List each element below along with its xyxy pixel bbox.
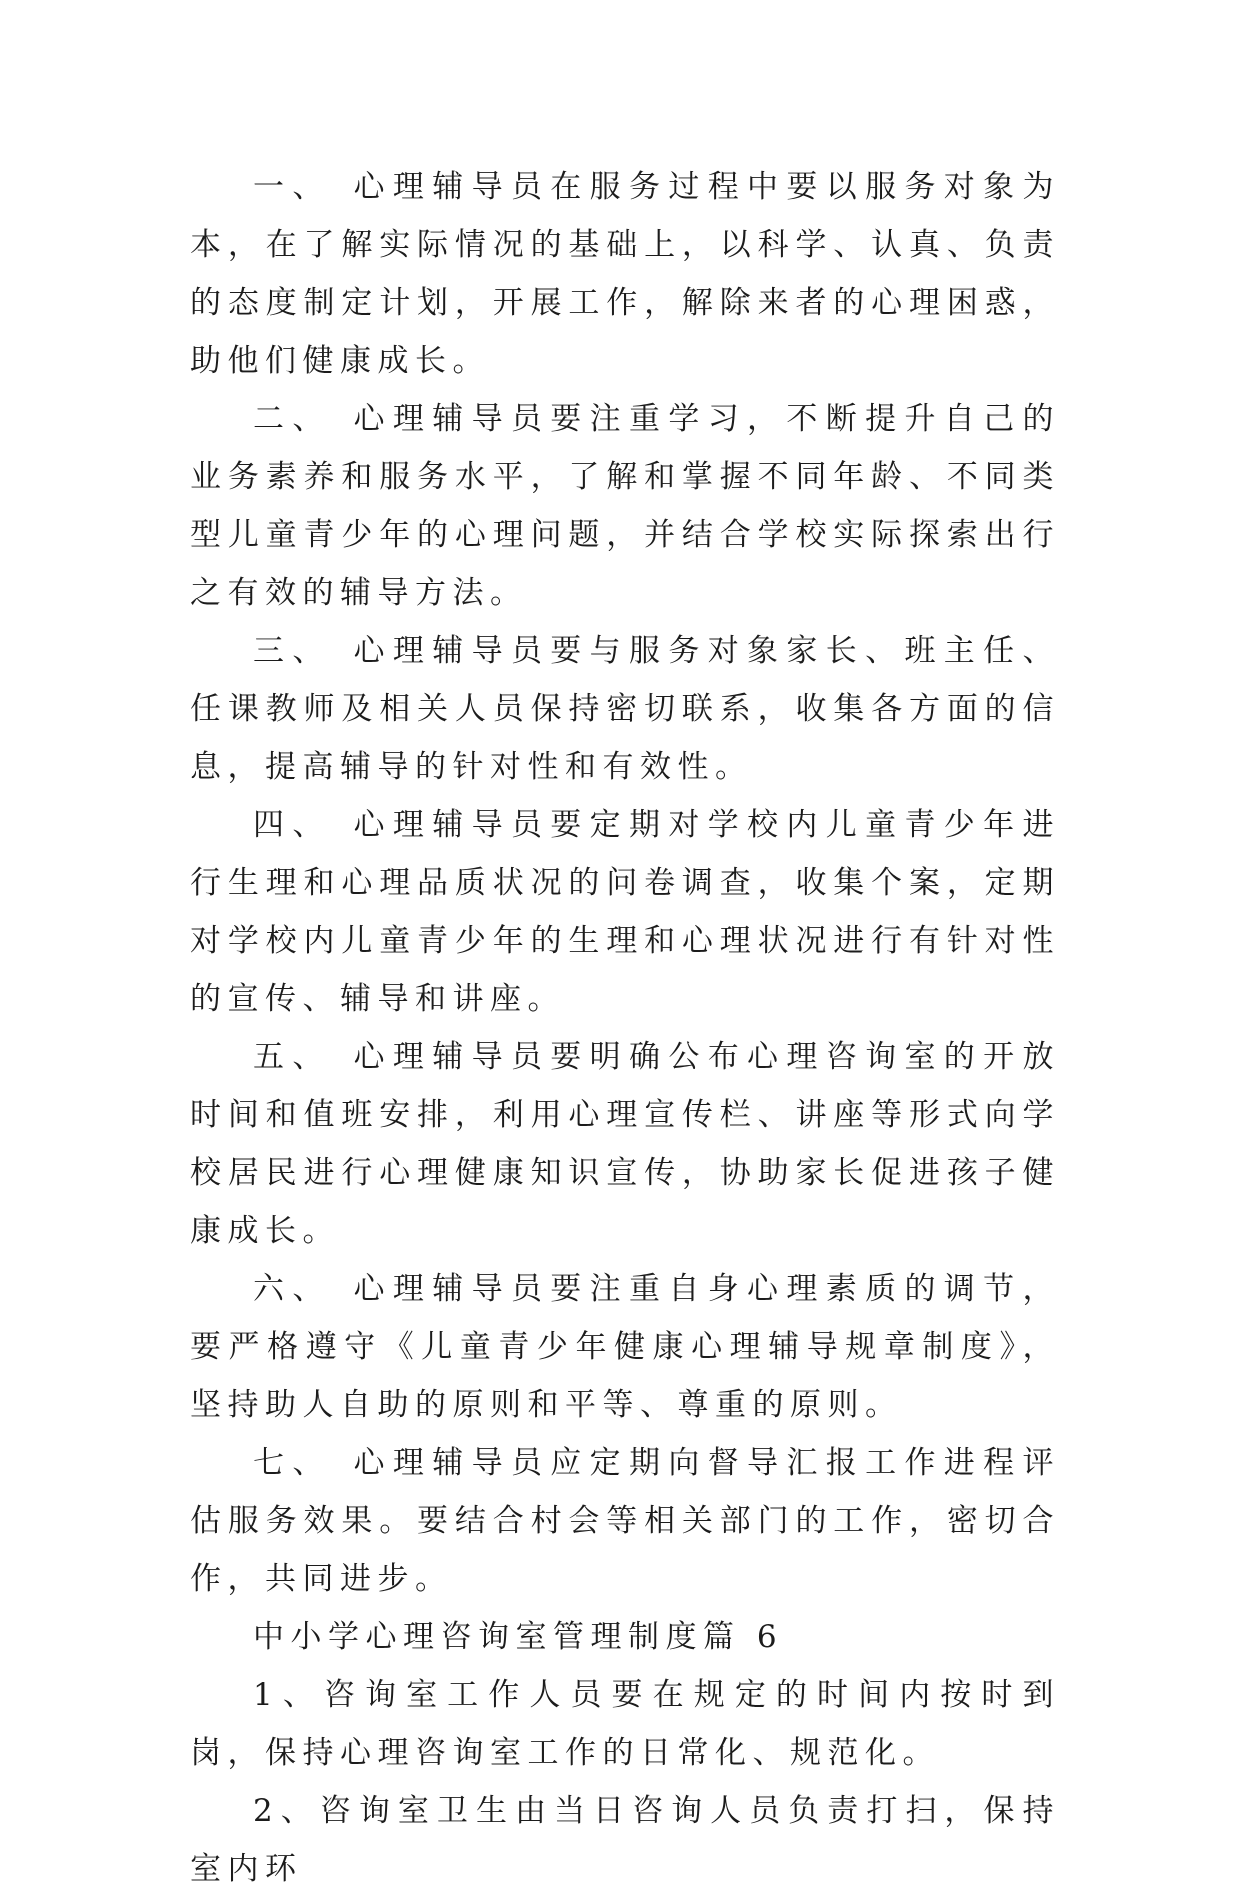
- paragraph-6: [190, 1260, 1060, 1434]
- paragraph-text: 心理辅导员要注重自身心理素质的调节，要严格遵守《儿童青少年健康心理辅导规章制度》，坚持助人自助的原则和平等、尊重的原则。: [190, 1271, 1061, 1423]
- paragraph-text: 心理辅导员要注重学习，不断提升自己的业务素养和服务水平，了解和掌握不同年龄、不同类型儿童青少年的心理问题，并结合学校实际探索出行之有效的辅导方法。: [190, 401, 1061, 611]
- paragraph-5: [190, 1028, 1060, 1260]
- paragraph-2: [190, 390, 1060, 622]
- paragraph-number: 四、: [253, 807, 332, 843]
- paragraph-text: 心理辅导员要定期对学校内儿童青少年进行生理和心理品质状况的问卷调查，收集个案，定期对学校内儿童青少年的生理和心理状况进行有针对性的宣传、辅导和讲座。: [190, 807, 1061, 1017]
- section-heading: 中小学心理咨询室管理制度篇 6: [253, 1619, 784, 1655]
- paragraph-number: 一、: [253, 169, 332, 205]
- paragraph-7: [190, 1434, 1060, 1608]
- rule-2: 2、咨询室卫生由当日咨询人员负责打扫，保持室内环: [190, 1793, 1060, 1887]
- paragraph-text: 心理辅导员要与服务对象家长、班主任、任课教师及相关人员保持密切联系，收集各方面的信息，提高辅导的针对性和有效性。: [190, 633, 1061, 785]
- paragraph-text: 心理辅导员应定期向督导汇报工作进程评估服务效果。要结合村会等相关部门的工作，密切合作，共同进步。: [190, 1445, 1061, 1597]
- document-body: [190, 158, 1060, 1898]
- paragraph-4: [190, 796, 1060, 1028]
- paragraph-number: 七、: [253, 1445, 332, 1481]
- paragraph-text: 心理辅导员要明确公布心理咨询室的开放时间和值班安排，利用心理宣传栏、讲座等形式向学校居民进行心理健康知识宣传，协助家长促进孩子健康成长。: [190, 1039, 1061, 1249]
- paragraph-number: 六、: [253, 1271, 332, 1307]
- paragraph-number: 五、: [253, 1039, 332, 1075]
- paragraph-number: 二、: [253, 401, 332, 437]
- paragraph-number: 三、: [253, 633, 332, 669]
- paragraph-3: [190, 622, 1060, 796]
- rule-1: 1、咨询室工作人员要在规定的时间内按时到岗，保持心理咨询室工作的日常化、规范化。: [190, 1677, 1060, 1771]
- paragraph-1: [190, 158, 1060, 390]
- paragraph-text: 心理辅导员在服务过程中要以服务对象为本，在了解实际情况的基础上，以科学、认真、负责的态度制定计划，开展工作，解除来者的心理困惑，助他们健康成长。: [190, 169, 1061, 379]
